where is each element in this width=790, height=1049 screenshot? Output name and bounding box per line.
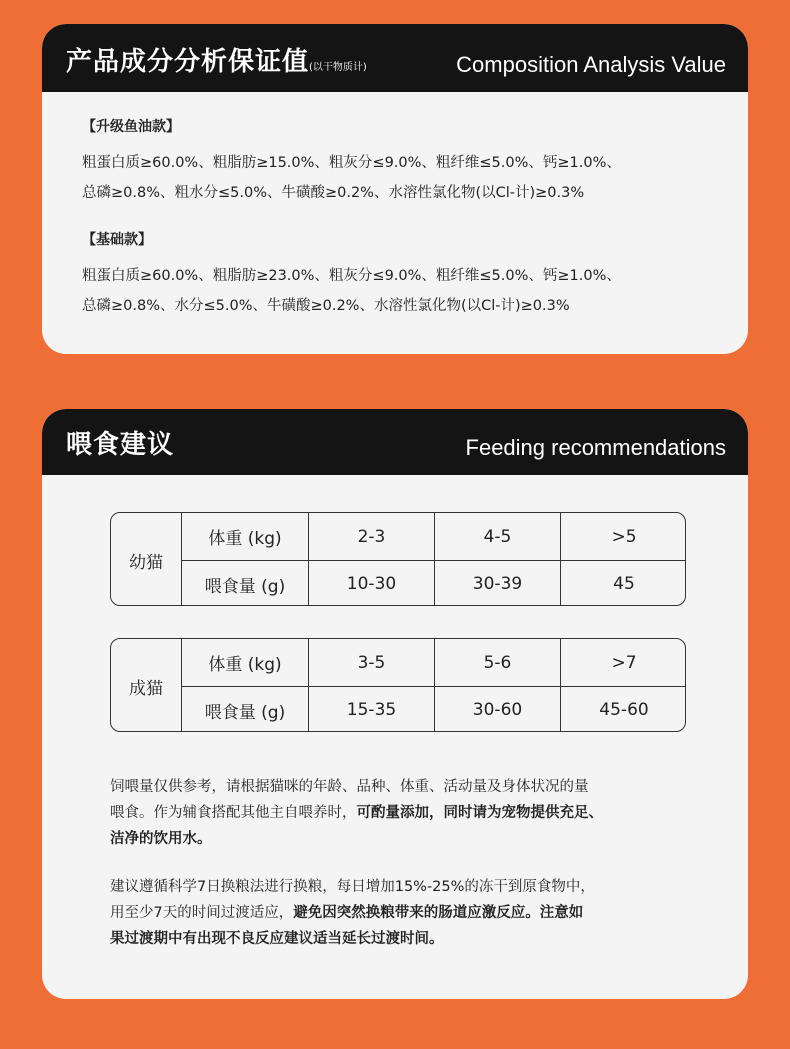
transition-note bbox=[110, 874, 710, 952]
amount-value: 45 bbox=[560, 560, 686, 606]
note-line: 用至少7天的时间过渡适应，避免因突然换粮带来的肠道应激反应。注意如 bbox=[110, 905, 584, 921]
weight-label: 体重 (kg) bbox=[181, 513, 308, 560]
note-emphasis: 避免因突然换粮带来的肠道应激反应。注意如 bbox=[293, 905, 584, 921]
amount-value: 30-60 bbox=[434, 686, 560, 732]
weight-value: 2-3 bbox=[308, 513, 434, 560]
note-line: 饲喂量仅供参考，请根据猫咪的年龄、品种、体重、活动量及身体状况的量 bbox=[110, 779, 589, 795]
variant-line: 粗蛋白质≥60.0%、粗脂肪≥15.0%、粗灰分≤9.0%、粗纤维≤5.0%、钙≥1.0%、 bbox=[82, 155, 621, 171]
variant-line: 总磷≥0.8%、水分≤5.0%、牛磺酸≥0.2%、水溶性氯化物(以Cl-计)≥0.3% bbox=[82, 298, 570, 314]
amount-value: 15-35 bbox=[308, 686, 434, 732]
weight-value: 4-5 bbox=[434, 513, 560, 560]
composition-title-en: Composition Analysis Value bbox=[456, 52, 726, 77]
note-line: 喂食。作为辅食搭配其他主自喂养时，可酌量添加，同时请为宠物提供充足、 bbox=[110, 805, 603, 821]
table-label: 成猫 bbox=[129, 678, 163, 699]
feeding-header bbox=[42, 409, 748, 475]
note-line: 建议遵循科学7日换粮法进行换粮，每日增加15%-25%的冻干到原食物中， bbox=[110, 879, 595, 895]
variant-name: 【升级鱼油款】 bbox=[82, 119, 180, 135]
composition-card bbox=[42, 24, 748, 354]
table-label: 幼猫 bbox=[129, 552, 163, 573]
kitten-table bbox=[110, 512, 686, 606]
weight-label: 体重 (kg) bbox=[181, 639, 308, 686]
note-emphasis: 可酌量添加，同时请为宠物提供充足、 bbox=[356, 805, 603, 821]
amount-value: 10-30 bbox=[308, 560, 434, 606]
note-line bbox=[110, 926, 710, 952]
composition-header bbox=[42, 24, 748, 92]
weight-value: >7 bbox=[560, 639, 686, 686]
amount-label: 喂食量 (g) bbox=[181, 686, 308, 732]
weight-value: 5-6 bbox=[434, 639, 560, 686]
composition-title: 产品成分分析保证值(以干物质计) bbox=[66, 47, 367, 77]
feeding-title: 喂食建议 bbox=[66, 430, 175, 460]
variant-upgraded bbox=[82, 116, 722, 208]
note-line bbox=[110, 826, 710, 852]
variant-basic bbox=[82, 229, 722, 321]
note-emphasis: 洁净的饮用水。 bbox=[110, 831, 212, 847]
weight-value: >5 bbox=[560, 513, 686, 560]
feeding-title-en: Feeding recommendations bbox=[465, 435, 726, 460]
feeding-card bbox=[42, 409, 748, 999]
variant-line: 粗蛋白质≥60.0%、粗脂肪≥23.0%、粗灰分≤9.0%、粗纤维≤5.0%、钙≥1.0%、 bbox=[82, 268, 621, 284]
amount-label: 喂食量 (g) bbox=[181, 560, 308, 606]
feeding-note bbox=[110, 774, 710, 852]
note-emphasis: 果过渡期中有出现不良反应建议适当延长过渡时间。 bbox=[110, 931, 444, 947]
amount-value: 30-39 bbox=[434, 560, 560, 606]
weight-value: 3-5 bbox=[308, 639, 434, 686]
adult-table bbox=[110, 638, 686, 732]
variant-line: 总磷≥0.8%、粗水分≤5.0%、牛磺酸≥0.2%、水溶性氯化物(以Cl-计)≥0.3% bbox=[82, 185, 585, 201]
amount-value: 45-60 bbox=[560, 686, 686, 732]
composition-title-note: (以干物质计) bbox=[309, 62, 367, 73]
variant-name: 【基础款】 bbox=[82, 232, 152, 248]
